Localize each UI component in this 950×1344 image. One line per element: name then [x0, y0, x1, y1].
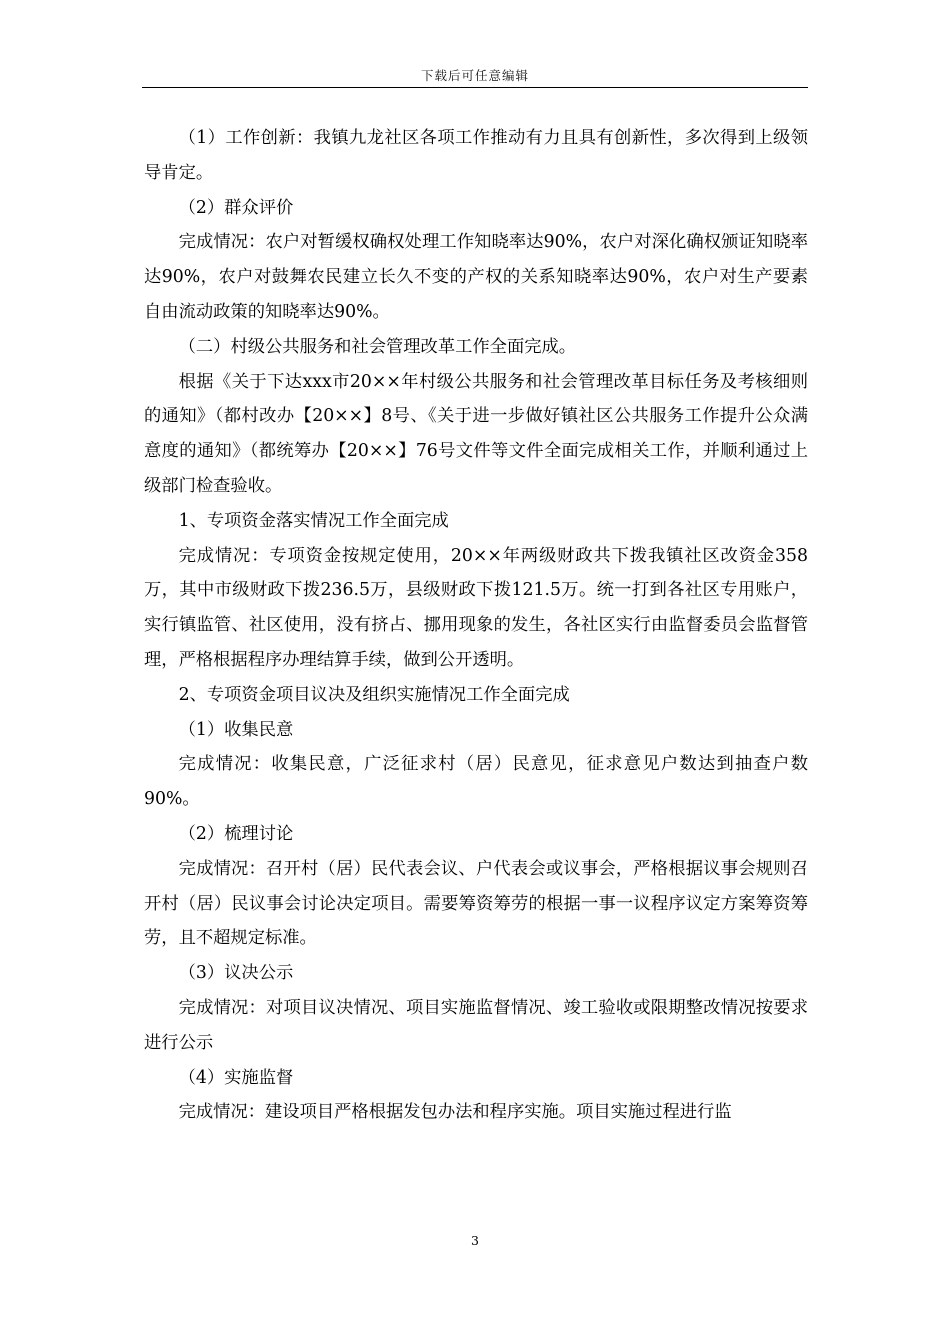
paragraph-decision-publicity-result: 完成情况：对项目议决情况、项目实施监督情况、竣工验收或限期整改情况按要求进行公示: [144, 997, 808, 1053]
paragraph-basis-documents: 根据《关于下达xxx市20××年村级公共服务和社会管理改革目标任务及考核细则的通知》（都村改办【20××】8号、《关于进一步做好镇社区公共服务工作提升公众满意度的通知》（都统筹办【20××】76号文件等文件全面完成相关工作，并顺利通过上级部门检查验收。: [144, 371, 808, 496]
subheading-discussion: （2）梳理讨论: [178, 823, 294, 844]
subheading-special-funds: 1、专项资金落实情况工作全面完成: [178, 510, 449, 531]
paragraph-special-funds-result: 完成情况：专项资金按规定使用，20××年两级财政共下拨我镇社区改资金358万，其中市级财政下拨236.5万，县级财政下拨121.5万。统一打到各社区专用账户，实行镇监管、社区使用，没有挤占、挪用现象的发生，各社区实行由监督委员会监督管理，严格根据程序办理结算手续，做到公开透明。: [144, 545, 808, 670]
subheading-project-decision: 2、专项资金项目议决及组织实施情况工作全面完成: [178, 684, 570, 705]
header-divider: [142, 87, 808, 88]
section-heading-village-services: （二）村级公共服务和社会管理改革工作全面完成。: [178, 336, 577, 357]
subheading-public-evaluation: （2）群众评价: [178, 197, 294, 218]
paragraph-discussion-result: 完成情况：召开村（居）民代表会议、户代表会或议事会，严格根据议事会规则召开村（居）民议事会讨论决定项目。需要筹资筹劳的根据一事一议程序议定方案筹资筹劳，且不超规定标准。: [144, 858, 808, 949]
page-header: 下载后可任意编辑: [420, 68, 529, 83]
subheading-collect-opinions: （1）收集民意: [178, 719, 294, 740]
paragraph-implementation-supervision-result: 完成情况：建设项目严格根据发包办法和程序实施。项目实施过程进行监: [178, 1102, 732, 1123]
paragraph-work-innovation: （1）工作创新：我镇九龙社区各项工作推动有力且具有创新性，多次得到上级领导肯定。: [144, 128, 808, 183]
subheading-implementation-supervision: （4）实施监督: [178, 1067, 294, 1088]
paragraph-public-evaluation-result: 完成情况：农户对暂缓权确权处理工作知晓率达90%，农户对深化确权颁证知晓率达90%，农户对鼓舞农民建立长久不变的产权的关系知晓率达90%，农户对生产要素自由流动政策的知晓率达90%。: [144, 232, 808, 322]
subheading-decision-publicity: （3）议决公示: [178, 963, 294, 984]
page-number: 3: [471, 1233, 479, 1248]
paragraph-collect-opinions-result: 完成情况：收集民意，广泛征求村（居）民意见，征求意见户数达到抽查户数90%。: [144, 754, 808, 810]
document-body: [144, 121, 808, 1130]
